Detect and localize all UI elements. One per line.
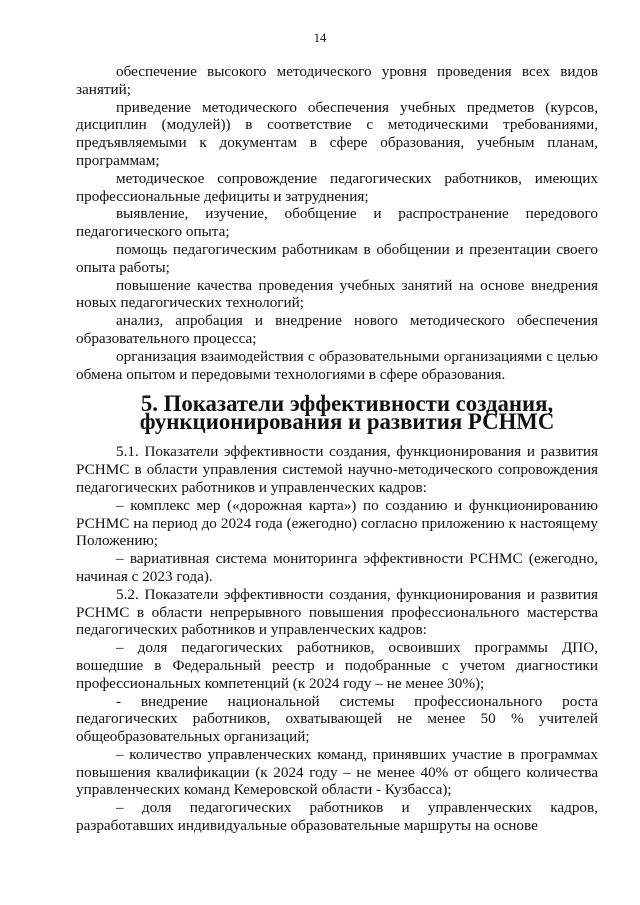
page-body (76, 63, 598, 835)
list-item: организация взаимодействия с образовательными организациями с целью обмена опытом и передовыми технологиями в сфере образования. (76, 347, 598, 383)
list-item: анализ, апробация и внедрение нового методического обеспечения образовательного процесса; (76, 312, 598, 347)
section-paragraph: – количество управленческих команд, принявших участие в программах повышения квалификации (к 2024 году – не менее 40% от общего количества управленческих команд Кемеровской области - Кузбасса); (76, 745, 598, 799)
section-paragraph: 5.2. Показатели эффективности создания, функционирования и развития РСНМС в области непрерывного повышения профессионального мастерства педагогических работников и управленческих кадров: (76, 585, 598, 639)
page-number: 14 (313, 31, 327, 45)
list-item: обеспечение высокого методического уровня проведения всех видов занятий; (76, 63, 598, 98)
section-paragraph: - внедрение национальной системы профессионального роста педагогических работников, охватывающей не менее 50 % учителей общеобразовательных организаций; (76, 692, 598, 746)
list-item: помощь педагогическим работникам в обобщении и презентации своего опыта работы; (76, 240, 598, 276)
list-item: выявление, изучение, обобщение и распространение передового педагогического опыта; (76, 205, 598, 241)
section-heading: 5. Показатели эффективности создания, функционирования и развития РСНМС (139, 391, 555, 435)
list-item: приведение методического обеспечения учебных предметов (курсов, дисциплин (модулей)) в соответствие с методическими требованиями, предъявляемыми к документам в сфере образования, учебным планам, программам; (76, 98, 598, 169)
list-item: методическое сопровождение педагогических работников, имеющих профессиональные дефициты и затруднения; (76, 169, 598, 205)
section-paragraph: – доля педагогических работников, освоивших программы ДПО, вошедшие в Федеральный реестр и подобранные с учетом диагностики профессиональных компетенций (к 2024 году – не менее 30%); (76, 639, 598, 692)
section-paragraph: 5.1. Показатели эффективности создания, функционирования и развития РСНМС в области управления системой научно-методического сопровождения педагогических работников и управленческих кадров: (76, 443, 598, 496)
section-paragraph: – вариативная система мониторинга эффективности РСНМС (ежегодно, начиная с 2023 года). (76, 550, 598, 585)
list-item: повышение качества проведения учебных занятий на основе внедрения новых педагогических технологий; (76, 276, 598, 312)
section-paragraph: – комплекс мер («дорожная карта») по созданию и функционированию РСНМС на период до 2024 года (ежегодно) согласно приложению к настоящему Положению; (76, 496, 598, 550)
section-paragraph: – доля педагогических работников и управленческих кадров, разработавших индивидуальные образовательные маршруты на основе (76, 799, 598, 835)
